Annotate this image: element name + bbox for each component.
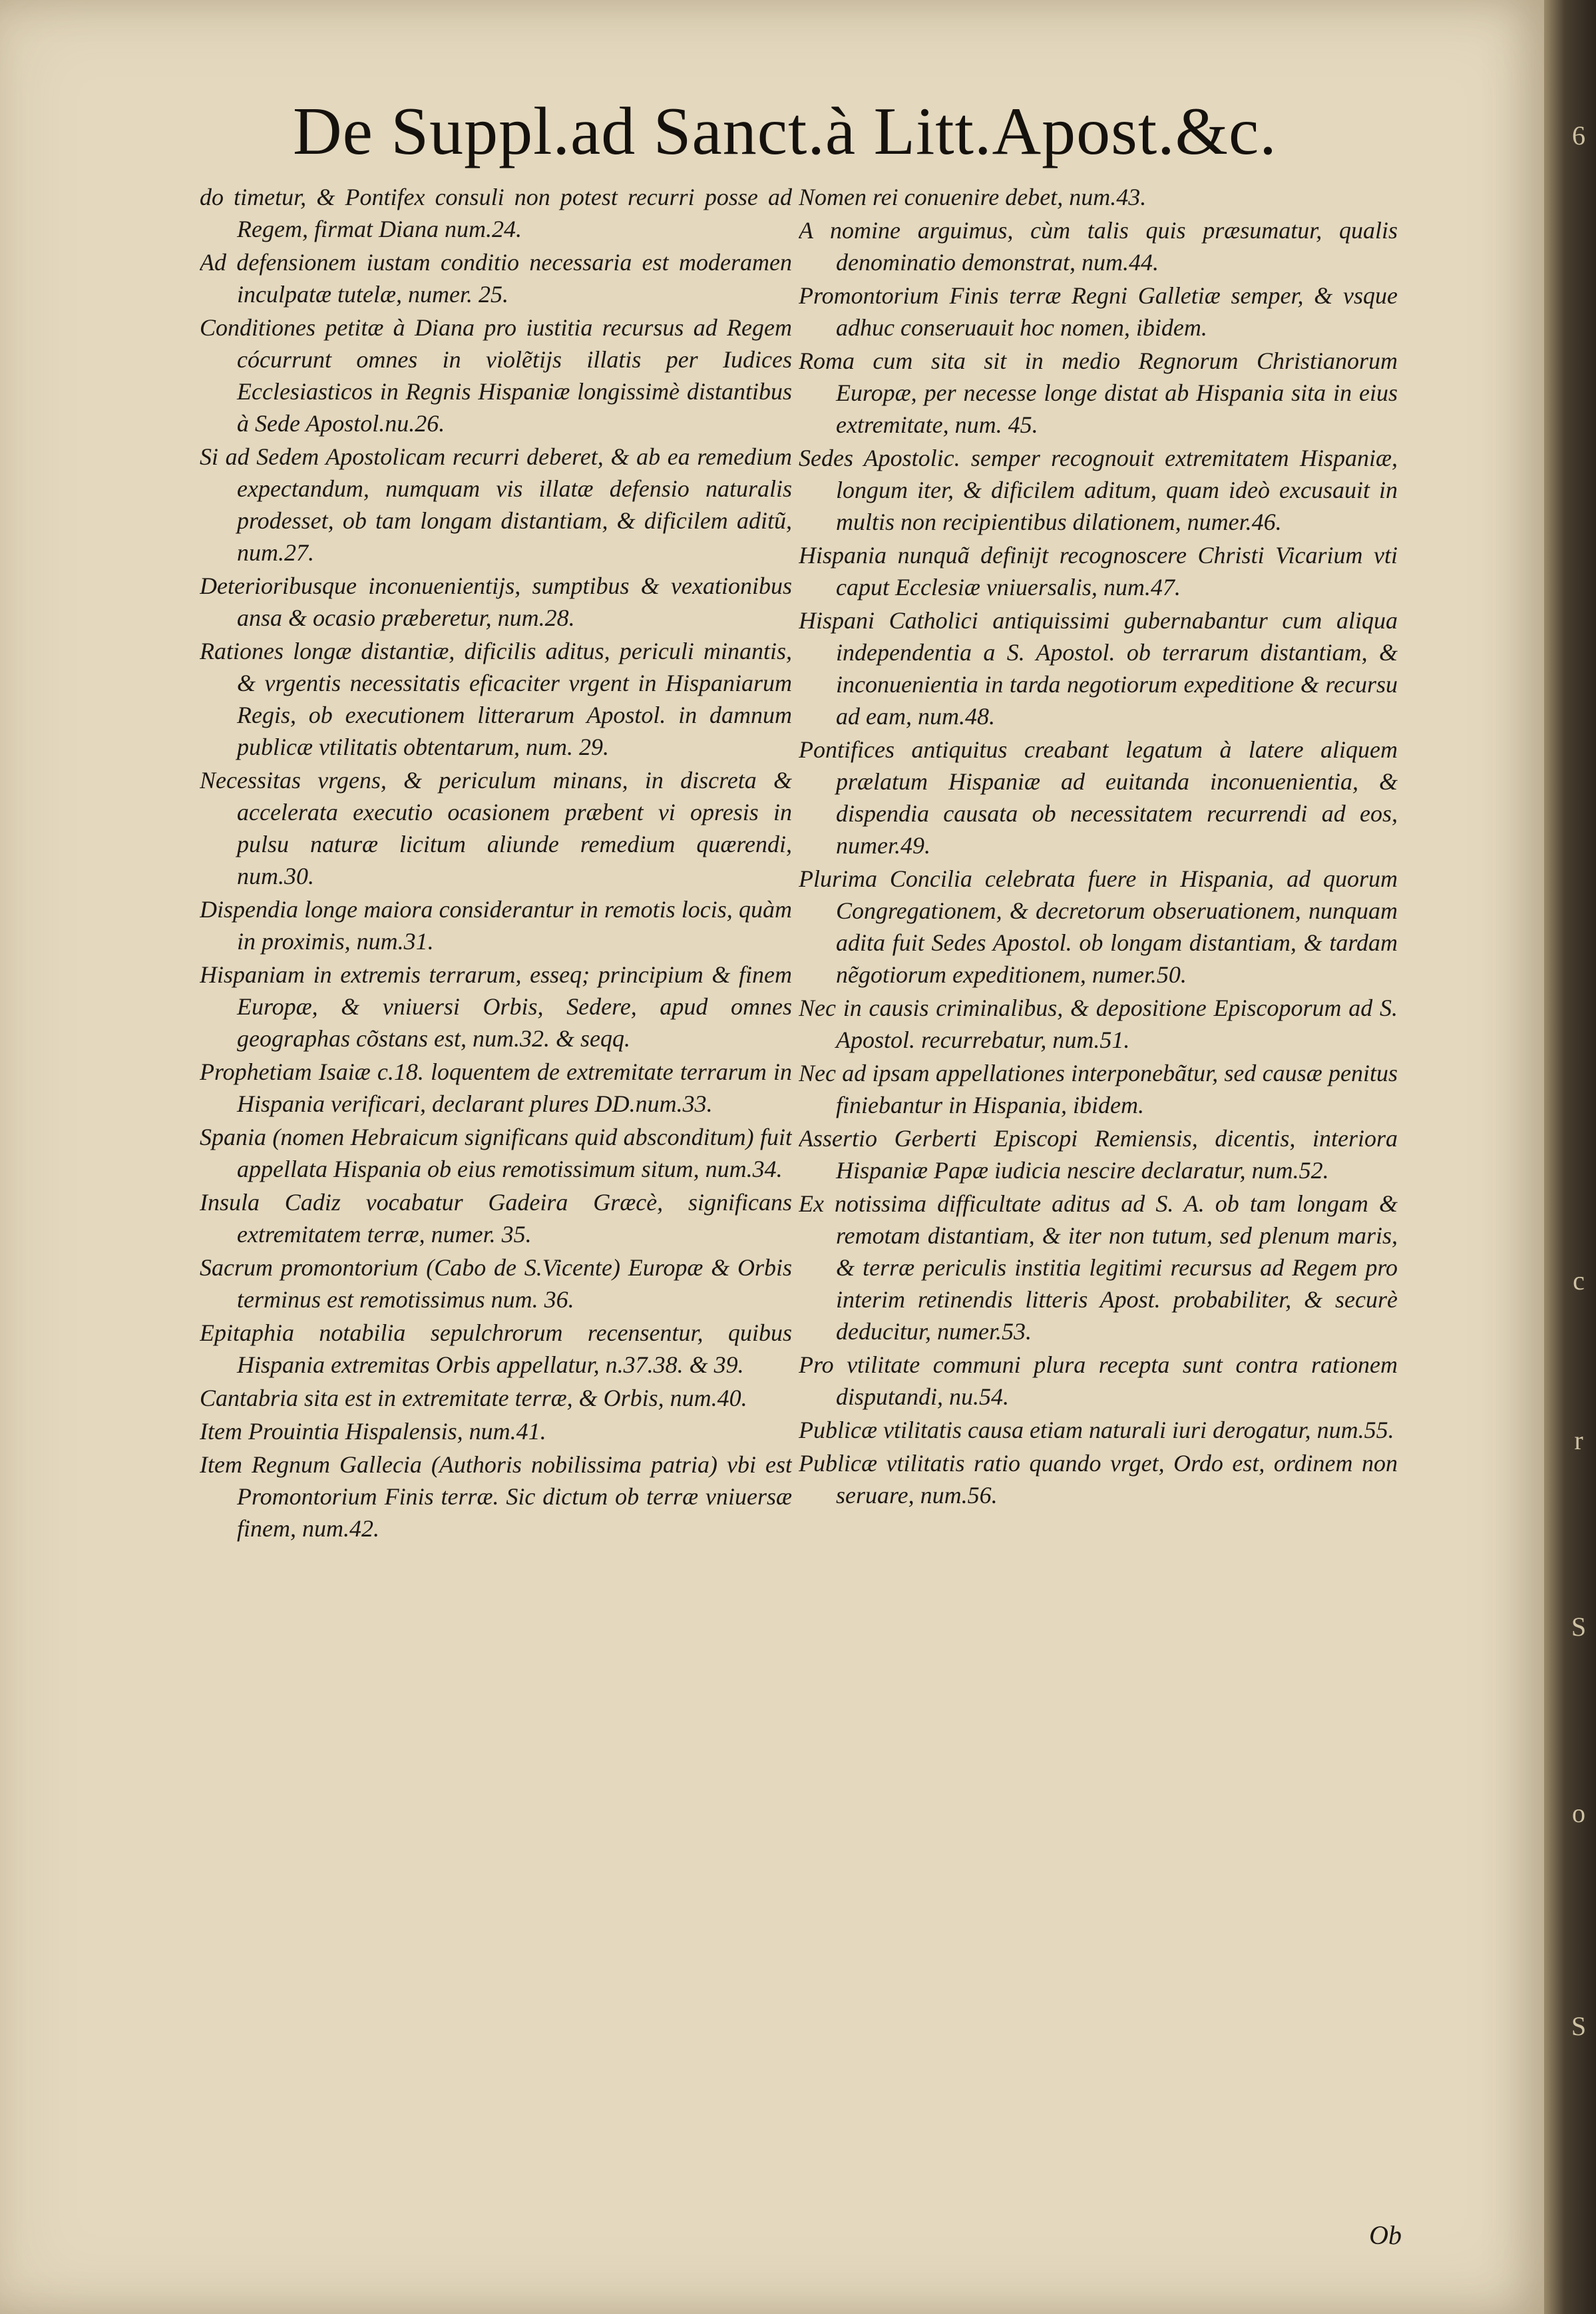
index-entry: Roma cum sita sit in medio Regnorum Christianorum Europæ, per necesse longe distat ab Hispania sita in eius extremitate, num. 45. <box>799 347 1398 438</box>
index-entry: Prophetiam Isaiæ c.18. loquentem de extremitate terrarum in Hispania verificari, declarant plures DD.num.33. <box>200 1058 792 1117</box>
index-entry: Rationes longæ distantiæ, dificilis aditus, periculi minantis, & vrgentis necessitatis eficaciter vrgent in Hispaniarum Regis, ob executionem litterarum Apostol. in damnum publicæ vtilitatis obtentarum, num. 29. <box>200 638 792 760</box>
facing-page-edge <box>1544 0 1596 2314</box>
index-entry: Nomen rei conuenire debet, num.43. <box>799 184 1147 210</box>
edge-mark: S <box>1571 1612 1587 1642</box>
index-entry: Pro vtilitate communi plura recepta sunt contra rationem disputandi, nu.54. <box>799 1351 1398 1410</box>
index-entry: A nomine arguimus, cùm talis quis præsumatur, qualis denominatio demonstrat, num.44. <box>799 217 1398 276</box>
index-entry: Necessitas vrgens, & periculum minans, in discreta & accelerata executio ocasionem præbent vi opresis in pulsu naturæ licitum aliunde remedium quærendi, num.30. <box>200 767 792 889</box>
index-entry: Item Prouintia Hispalensis, num.41. <box>200 1418 546 1445</box>
edge-mark: 6 <box>1572 120 1585 150</box>
index-entry: Deterioribusque inconuenientijs, sumptibus & vexationibus ansa & ocasio præberetur, num.28. <box>200 573 792 631</box>
edge-mark: c <box>1573 1266 1585 1295</box>
index-entry: Nec in causis criminalibus, & depositione Episcoporum ad S. Apostol. recurrebatur, num.51. <box>799 995 1398 1053</box>
index-column-right <box>799 181 1398 2192</box>
index-entry: Conditiones petitæ à Diana pro iustitia recursus ad Regem cócurrunt omnes in violẽtijs illatis per Iudices Ecclesiasticos in Regnis Hispaniæ longissimè distantibus à Sede Apostol.nu.26. <box>200 314 792 437</box>
index-entry: Cantabria sita est in extremitate terræ, & Orbis, num.40. <box>200 1385 747 1411</box>
index-entry: Si ad Sedem Apostolicam recurri deberet, & ab ea remedium expectandum, numquam vis illatæ defensio naturalis prodesset, ob tam longam distantiam, & dificilem aditũ, num.27. <box>200 443 792 566</box>
edge-mark: r <box>1574 1425 1583 1455</box>
index-entry: Nec ad ipsam appellationes interponebãtur, sed causæ penitus finiebantur in Hispania, ibidem. <box>799 1060 1398 1118</box>
edge-mark: o <box>1572 1798 1585 1828</box>
index-entry: Spania (nomen Hebraicum significans quid absconditum) fuit appellata Hispania ob eius remotissimum situm, num.34. <box>200 1124 792 1182</box>
index-entry: Publicæ vtilitatis causa etiam naturali iuri derogatur, num.55. <box>799 1417 1394 1443</box>
index-entry: Publicæ vtilitatis ratio quando vrget, Ordo est, ordinem non seruare, num.56. <box>799 1450 1398 1508</box>
index-entry: Plurima Concilia celebrata fuere in Hispania, ad quorum Congregationem, & decretorum obseruationem, nunquam adita fuit Sedes Apostol. ob longam distantiam, & tardam nẽgotiorum expeditionem, numer.50. <box>799 865 1398 988</box>
index-entry: Ex notissima difficultate aditus ad S. A. ob tam longam & remotam distantiam, & iter non tutum, sed plenum maris, & terræ periculis institia legitimi recursus ad Regem pro interim retinendis litteris Apost. probabiliter, & securè deducitur, numer.53. <box>799 1190 1398 1345</box>
index-entry: Item Regnum Gallecia (Authoris nobilissima patria) vbi est Promontorium Finis terræ. Sic dictum ob terræ vniuersæ finem, num.42. <box>200 1451 792 1542</box>
index-entry: Ad defensionem iustam conditio necessaria est moderamen inculpatæ tutelæ, numer. 25. <box>200 249 792 308</box>
edge-mark: S <box>1571 2011 1587 2041</box>
index-entry: Sacrum promontorium (Cabo de S.Vicente) Europæ & Orbis terminus est remotissimus num. 36. <box>200 1254 792 1313</box>
index-column-left <box>200 181 792 2192</box>
index-entry: Pontifices antiquitus creabant legatum à latere aliquem prælatum Hispaniæ ad euitanda inconuenientia, & dispendia causata ob necessitatem recurrendi ad eos, numer.49. <box>799 736 1398 859</box>
index-entry: Promontorium Finis terræ Regni Galletiæ semper, & vsque adhuc conseruauit hoc nomen, ibidem. <box>799 282 1398 341</box>
catchword: Ob <box>1369 2220 1402 2250</box>
index-entry: Dispendia longe maiora considerantur in remotis locis, quàm in proximis, num.31. <box>200 896 792 955</box>
running-head: De Suppl.ad Sanct.à Litt.Apost.&c. <box>293 94 1277 169</box>
index-entry: Insula Cadiz vocabatur Gadeira Græcè, significans extremitatem terræ, numer. 35. <box>200 1189 792 1248</box>
index-entry: Hispaniam in extremis terrarum, esseq; principium & finem Europæ, & vniuersi Orbis, Sedere, apud omnes geographas cõstans est, num.32. & seqq. <box>200 961 792 1052</box>
index-entry: Sedes Apostolic. semper recognouit extremitatem Hispaniæ, longum iter, & dificilem aditum, quam ideò excusauit in multis non recipientibus dilationem, numer.46. <box>799 445 1398 535</box>
index-entry: do timetur, & Pontifex consuli non potest recurri posse ad Regem, firmat Diana num.24. <box>200 184 792 242</box>
index-entry: Hispania nunquã definijt recognoscere Christi Vicarium vti caput Ecclesiæ vniuersalis, num.47. <box>799 542 1398 600</box>
index-entry: Assertio Gerberti Episcopi Remiensis, dicentis, interiora Hispaniæ Papæ iudicia nescire declaratur, num.52. <box>799 1125 1398 1184</box>
index-entry: Epitaphia notabilia sepulchrorum recensentur, quibus Hispania extremitas Orbis appellatur, n.37.38. & 39. <box>200 1319 792 1378</box>
index-entry: Hispani Catholici antiquissimi gubernabantur cum aliqua independentia a S. Apostol. ob terrarum distantiam, & inconuenientia in tarda negotiorum expeditione & recursu ad eam, num.48. <box>799 607 1398 730</box>
